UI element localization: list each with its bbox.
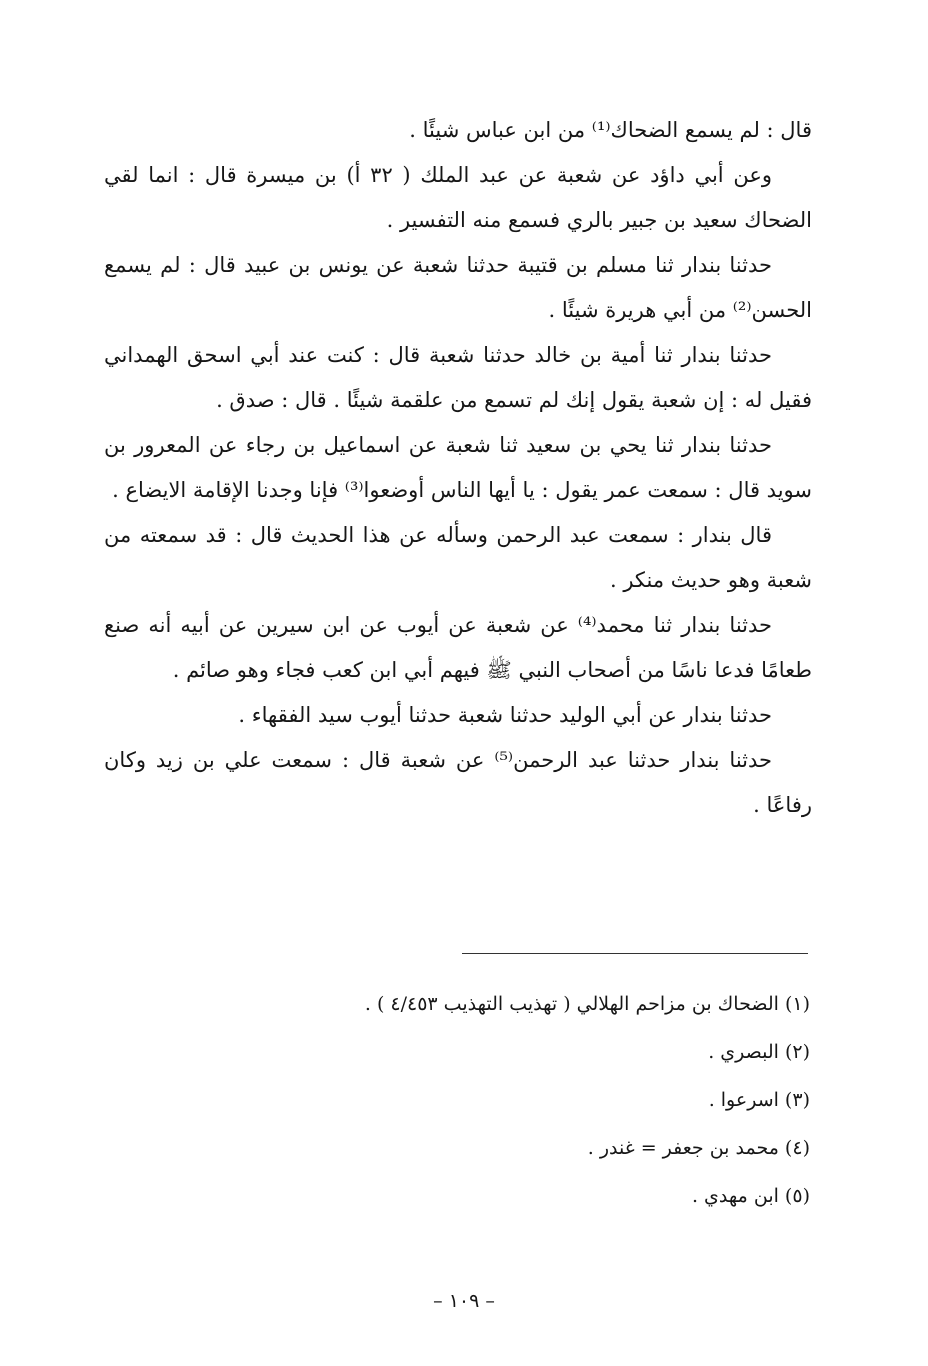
paragraph: حدثنا بندار ثنا محمد⁽⁴⁾ عن شعبة عن أيوب عن ابن سيرين عن أبيه أنه صنع طعامًا فدعا ناسًا من أصحاب النبي ﷺ فيهم أبي ابن كعب فجاء وهو صائم . xyxy=(104,613,812,682)
paragraph: حدثنا بندار عن أبي الوليد حدثنا شعبة حدثنا أيوب سيد الفقهاء . xyxy=(238,703,772,727)
main-text xyxy=(104,108,812,828)
footnote: (٣) اسرعوا . xyxy=(708,1089,810,1111)
footnote: (٢) البصري . xyxy=(708,1041,810,1063)
paragraph: وعن أبي داؤد عن شعبة عن عبد الملك ( ٣٢ أ) بن ميسرة قال : انما لقي الضحاك سعيد بن جبير بالري فسمع منه التفسير . xyxy=(104,163,812,232)
footnote: (٤) محمد بن جعفر = غندر . xyxy=(587,1137,810,1159)
footnotes xyxy=(250,980,810,1220)
footnote: (٥) ابن مهدي . xyxy=(691,1185,810,1207)
page-number: – ١٠٩ – xyxy=(433,1290,495,1312)
paragraph: حدثنا بندار ثنا مسلم بن قتيبة حدثنا شعبة عن يونس بن عبيد قال : لم يسمع الحسن⁽²⁾ من أبي هريرة شيئًا . xyxy=(104,253,812,322)
paragraph: حدثنا بندار ثنا أمية بن خالد حدثنا شعبة قال : كنت عند أبي اسحق الهمداني فقيل له : إن شعبة يقول إنك لم تسمع من علقمة شيئًا . قال : صدق . xyxy=(104,343,812,412)
paragraph: حدثنا بندار ثنا يحي بن سعيد ثنا شعبة عن اسماعيل بن رجاء عن المعرور بن سويد قال : سمعت عمر يقول : يا أيها الناس أوضعوا⁽³⁾ فإنا وجدنا الإقامة الايضاع . xyxy=(104,433,812,502)
footnote: (١) الضحاك بن مزاحم الهلالي ( تهذيب التهذيب ٤/٤٥٣ ) . xyxy=(364,993,810,1015)
paragraph: قال : لم يسمع الضحاك⁽¹⁾ من ابن عباس شيئًا . xyxy=(409,118,812,142)
paragraph: قال بندار : سمعت عبد الرحمن وسأله عن هذا الحديث قال : قد سمعته من شعبة وهو حديث منكر . xyxy=(104,523,812,592)
footnote-divider xyxy=(462,953,808,954)
paragraph: حدثنا بندار حدثنا عبد الرحمن⁽⁵⁾ عن شعبة قال : سمعت علي بن زيد وكان رفاعًا . xyxy=(104,748,812,817)
